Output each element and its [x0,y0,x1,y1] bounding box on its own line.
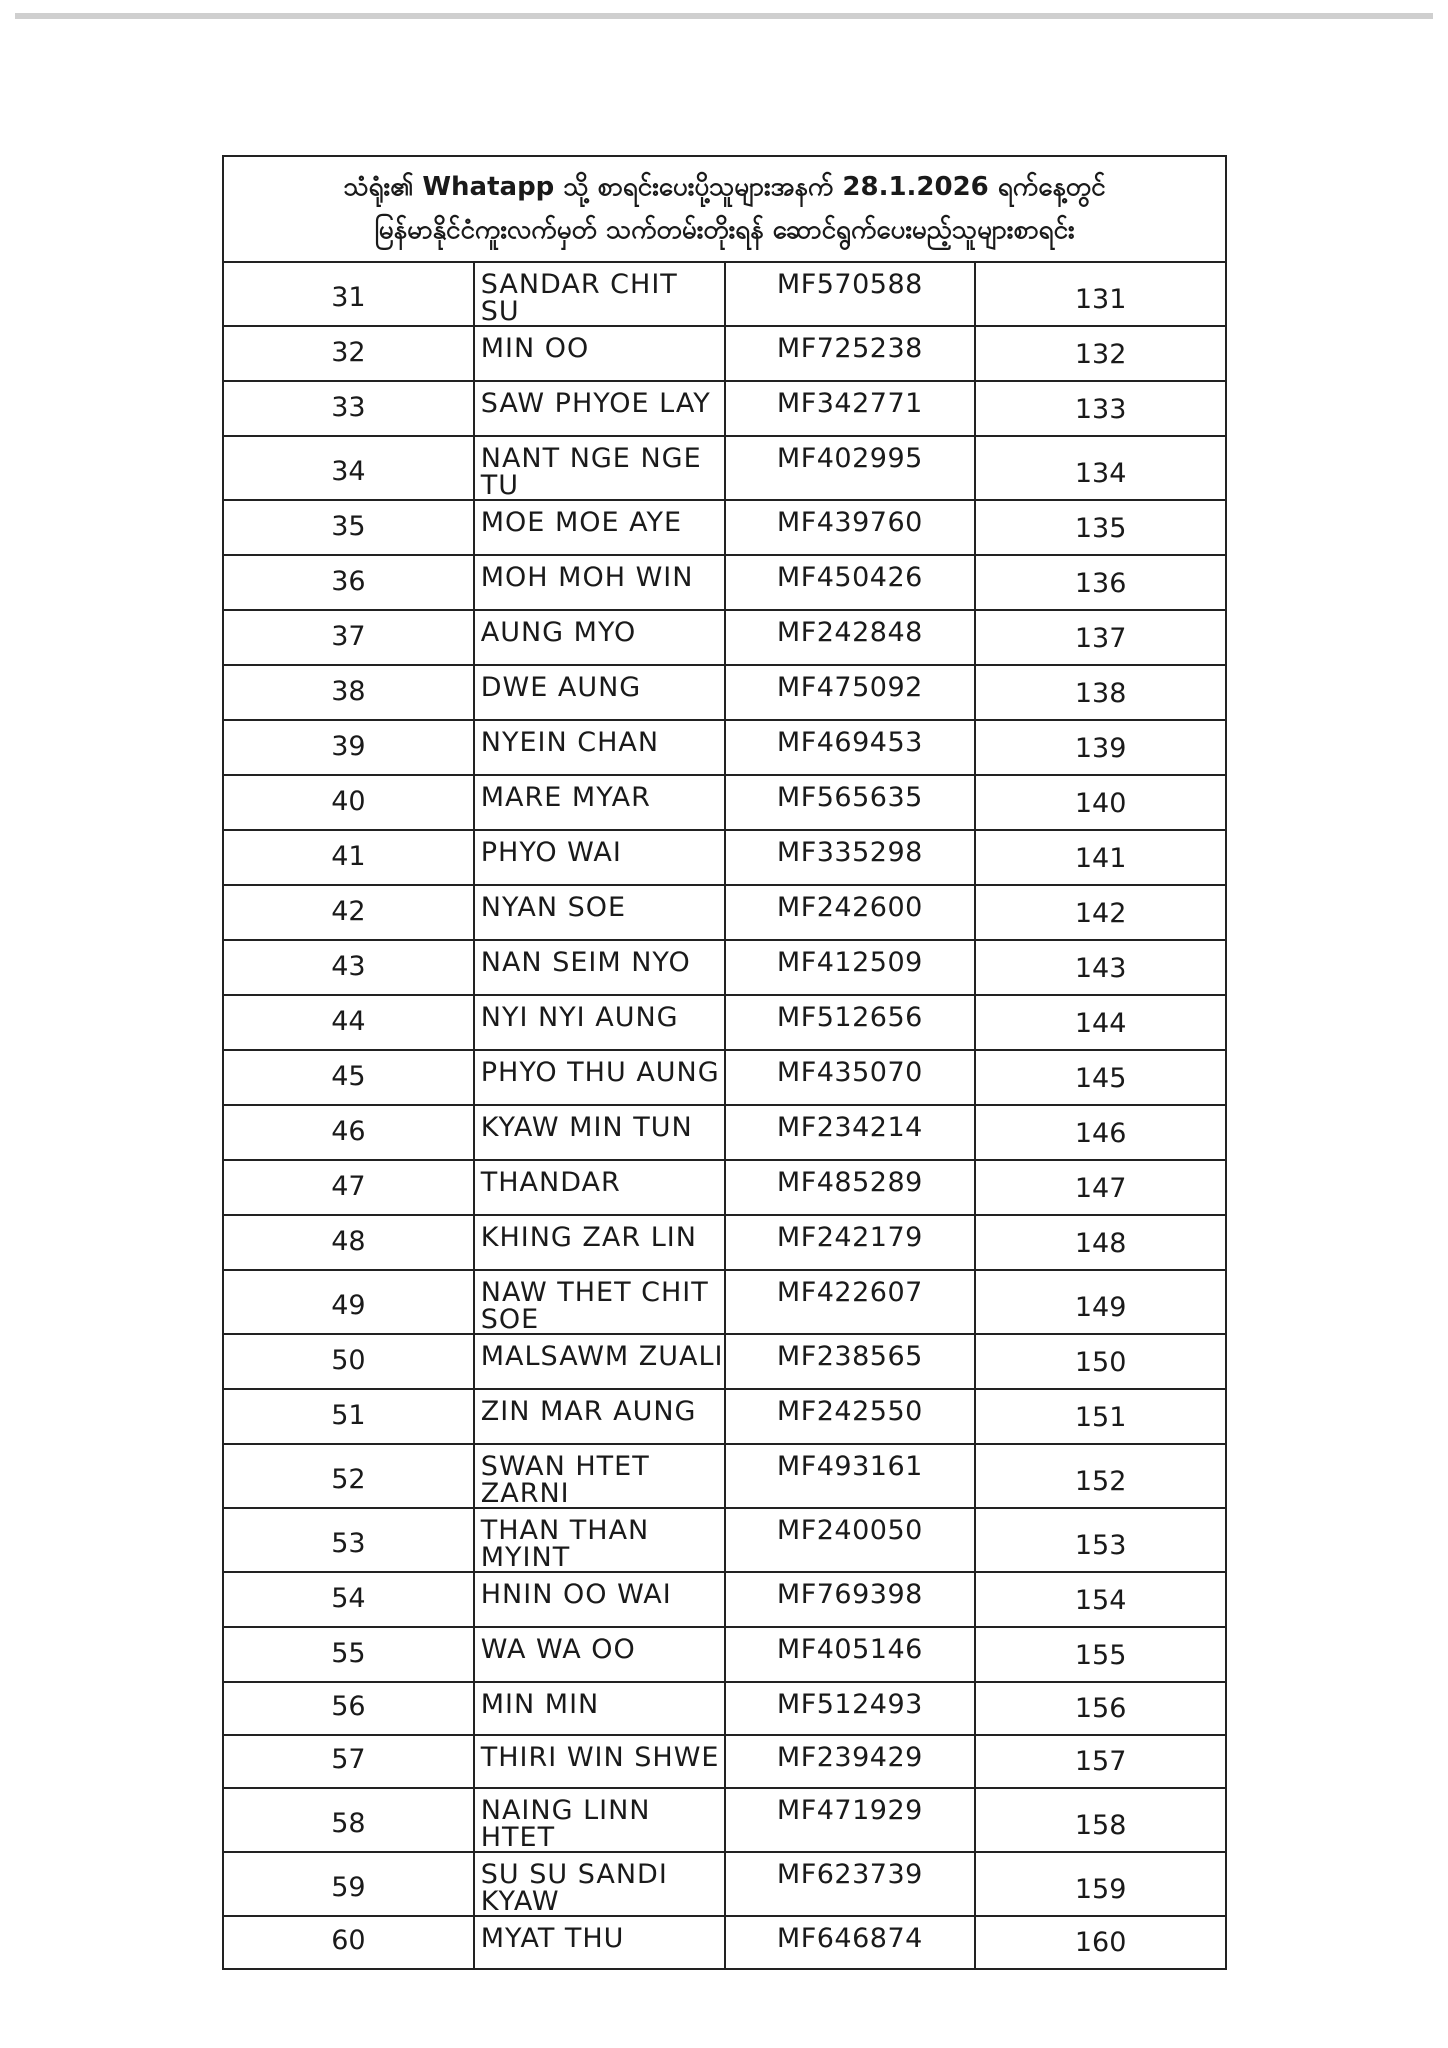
queue-number: 141 [975,830,1226,885]
table-row [223,326,1226,381]
table-header-row [223,156,1226,262]
table-row [223,940,1226,995]
queue-number: 134 [975,436,1226,500]
passport-number: MF450426 [725,555,976,610]
queue-number: 158 [975,1788,1226,1852]
queue-number: 139 [975,720,1226,775]
queue-number: 131 [975,262,1226,326]
row-number: 50 [223,1334,474,1389]
passport-number: MF646874 [725,1916,976,1969]
table-row [223,381,1226,436]
queue-number: 138 [975,665,1226,720]
applicant-name: PHYO THU AUNG [474,1050,725,1105]
passport-number: MF471929 [725,1788,976,1852]
row-number: 54 [223,1572,474,1627]
row-number: 53 [223,1508,474,1572]
passport-number: MF405146 [725,1627,976,1682]
queue-number: 150 [975,1334,1226,1389]
applicant-name: MOH MOH WIN [474,555,725,610]
scan-top-edge [15,13,1433,19]
row-number: 38 [223,665,474,720]
row-number: 41 [223,830,474,885]
passport-number: MF493161 [725,1444,976,1508]
passport-number: MF725238 [725,326,976,381]
queue-number: 148 [975,1215,1226,1270]
passport-number: MF565635 [725,775,976,830]
table-body [223,156,1226,1969]
row-number: 47 [223,1160,474,1215]
applicant-name: DWE AUNG [474,665,725,720]
applicant-name: MYAT THU [474,1916,725,1969]
row-number: 57 [223,1735,474,1788]
passport-renewal-list-table [222,155,1227,1970]
applicant-name: NAN SEIM NYO [474,940,725,995]
queue-number: 135 [975,500,1226,555]
table-row [223,1682,1226,1735]
row-number: 46 [223,1105,474,1160]
row-number: 31 [223,262,474,326]
passport-number: MF512493 [725,1682,976,1735]
queue-number: 160 [975,1916,1226,1969]
table-row [223,500,1226,555]
row-number: 32 [223,326,474,381]
applicant-name: SANDAR CHIT SU [474,262,725,326]
passport-number: MF769398 [725,1572,976,1627]
passport-number: MF242848 [725,610,976,665]
table-row [223,995,1226,1050]
passport-number: MF239429 [725,1735,976,1788]
passport-number: MF512656 [725,995,976,1050]
row-number: 49 [223,1270,474,1334]
applicant-name: NAING LINN HTET [474,1788,725,1852]
passport-number: MF335298 [725,830,976,885]
applicant-name: MIN MIN [474,1682,725,1735]
applicant-name: NAW THET CHIT SOE [474,1270,725,1334]
row-number: 33 [223,381,474,436]
applicant-name: SAW PHYOE LAY [474,381,725,436]
row-number: 36 [223,555,474,610]
applicant-name: NYAN SOE [474,885,725,940]
table-row [223,1852,1226,1916]
queue-number: 136 [975,555,1226,610]
passport-number: MF412509 [725,940,976,995]
table-row [223,1735,1226,1788]
row-number: 60 [223,1916,474,1969]
queue-number: 156 [975,1682,1226,1735]
applicant-name: AUNG MYO [474,610,725,665]
passport-number: MF623739 [725,1852,976,1916]
table-row [223,1788,1226,1852]
passport-number: MF402995 [725,436,976,500]
queue-number: 155 [975,1627,1226,1682]
row-number: 43 [223,940,474,995]
row-number: 55 [223,1627,474,1682]
table-row [223,775,1226,830]
passport-number: MF234214 [725,1105,976,1160]
applicant-name: WA WA OO [474,1627,725,1682]
row-number: 45 [223,1050,474,1105]
applicant-name: KYAW MIN TUN [474,1105,725,1160]
applicant-name: SWAN HTET ZARNI [474,1444,725,1508]
queue-number: 140 [975,775,1226,830]
row-number: 35 [223,500,474,555]
table-row [223,1916,1226,1969]
queue-number: 159 [975,1852,1226,1916]
passport-number: MF485289 [725,1160,976,1215]
row-number: 39 [223,720,474,775]
applicant-name: MARE MYAR [474,775,725,830]
table-row [223,1105,1226,1160]
table-row [223,555,1226,610]
table-row [223,436,1226,500]
passport-number: MF469453 [725,720,976,775]
passport-number: MF475092 [725,665,976,720]
table-row [223,1160,1226,1215]
queue-number: 157 [975,1735,1226,1788]
applicant-name: HNIN OO WAI [474,1572,725,1627]
queue-number: 144 [975,995,1226,1050]
row-number: 48 [223,1215,474,1270]
queue-number: 142 [975,885,1226,940]
queue-number: 145 [975,1050,1226,1105]
applicant-name: SU SU SANDI KYAW [474,1852,725,1916]
passport-number: MF570588 [725,262,976,326]
table-row [223,610,1226,665]
applicant-name: THANDAR [474,1160,725,1215]
queue-number: 147 [975,1160,1226,1215]
applicant-name: PHYO WAI [474,830,725,885]
applicant-name: MOE MOE AYE [474,500,725,555]
queue-number: 149 [975,1270,1226,1334]
queue-number: 153 [975,1508,1226,1572]
table-row [223,720,1226,775]
passport-number: MF238565 [725,1334,976,1389]
passport-number: MF439760 [725,500,976,555]
table-row [223,1627,1226,1682]
table-row [223,885,1226,940]
row-number: 52 [223,1444,474,1508]
queue-number: 137 [975,610,1226,665]
header-line-1: သံရုံး၏ Whatapp သို့ စာရင်းပေးပို့သူများအနက် 28.1.2026 ရက်နေ့တွင် [343,172,1106,203]
table-row [223,1389,1226,1444]
applicant-name: NYEIN CHAN [474,720,725,775]
passport-number: MF242179 [725,1215,976,1270]
passport-number: MF242600 [725,885,976,940]
passport-number: MF435070 [725,1050,976,1105]
row-number: 58 [223,1788,474,1852]
applicant-name: THIRI WIN SHWE [474,1735,725,1788]
table-row [223,1270,1226,1334]
row-number: 59 [223,1852,474,1916]
queue-number: 151 [975,1389,1226,1444]
applicant-name: ZIN MAR AUNG [474,1389,725,1444]
queue-number: 152 [975,1444,1226,1508]
table-row [223,1572,1226,1627]
applicant-name: THAN THAN MYINT [474,1508,725,1572]
row-number: 42 [223,885,474,940]
table-row [223,830,1226,885]
applicant-name: MIN OO [474,326,725,381]
row-number: 40 [223,775,474,830]
header-line-2: မြန်မာနိုင်ငံကူးလက်မှတ် သက်တမ်းတိုးရန် ဆောင်ရွက်ပေးမည့်သူများစာရင်း [374,215,1075,245]
applicant-name: NYI NYI AUNG [474,995,725,1050]
queue-number: 133 [975,381,1226,436]
passport-number: MF242550 [725,1389,976,1444]
passport-number: MF342771 [725,381,976,436]
table-row [223,1050,1226,1105]
table-header-cell [223,156,1226,262]
applicant-name: KHING ZAR LIN [474,1215,725,1270]
row-number: 51 [223,1389,474,1444]
queue-number: 143 [975,940,1226,995]
table-row [223,1508,1226,1572]
queue-number: 132 [975,326,1226,381]
table-row [223,1334,1226,1389]
table-row [223,1215,1226,1270]
applicant-name: MALSAWM ZUALI [474,1334,725,1389]
row-number: 44 [223,995,474,1050]
table-row [223,1444,1226,1508]
queue-number: 154 [975,1572,1226,1627]
passport-number: MF240050 [725,1508,976,1572]
table-row [223,262,1226,326]
applicant-name: NANT NGE NGE TU [474,436,725,500]
row-number: 56 [223,1682,474,1735]
queue-number: 146 [975,1105,1226,1160]
row-number: 37 [223,610,474,665]
row-number: 34 [223,436,474,500]
passport-number: MF422607 [725,1270,976,1334]
table-row [223,665,1226,720]
